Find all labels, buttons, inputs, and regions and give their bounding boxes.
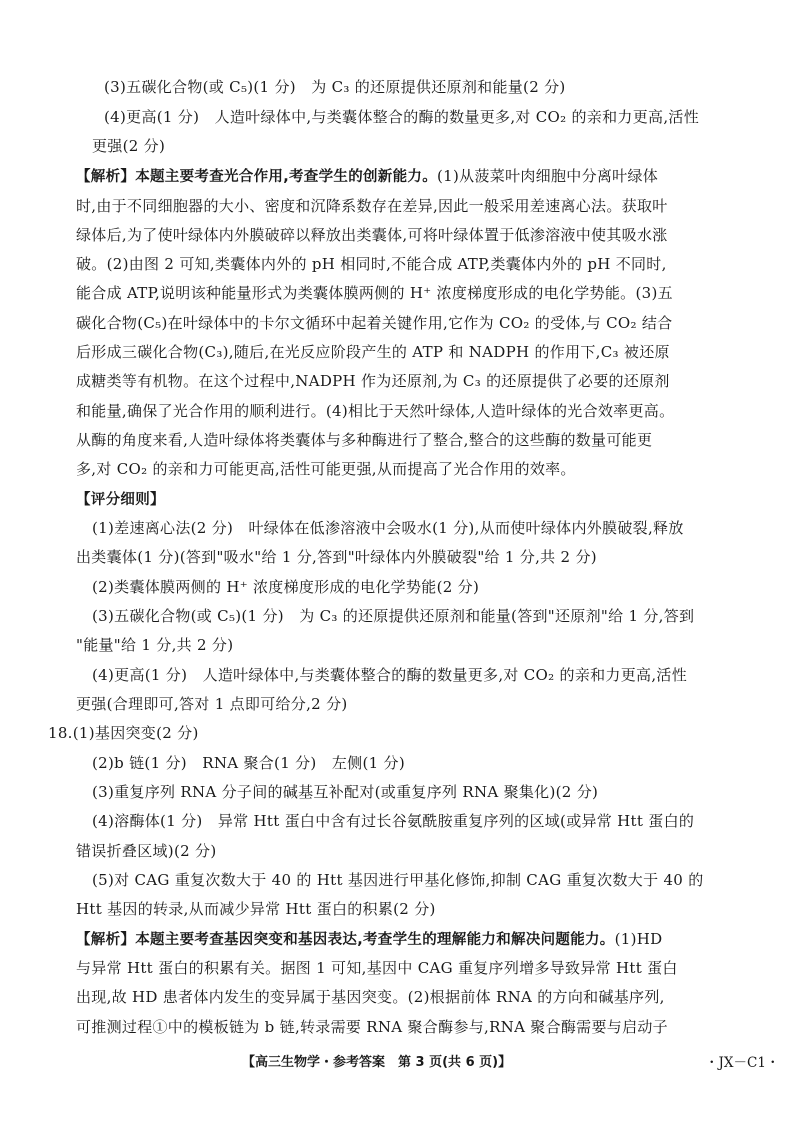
text-segment: 从酶的角度来看,人造叶绿体将类囊体与多种酶进行了整合,整合的这些酶的数量可能更 [76,431,653,449]
text-segment: 碳化合物(C₅)在叶绿体中的卡尔文循环中起着关键作用,它作为 CO₂ 的受体,与 CO₂ 结合 [76,314,673,332]
text-segment: (4)更高(1 分) 人造叶绿体中,与类囊体整合的酶的数量更多,对 CO₂ 的亲和力更高,活性 [92,666,687,684]
text-line [92,870,800,890]
text-segment: 能合成 ATP,说明该种能量形式为类囊体膜两侧的 H⁺ 浓度梯度形成的电化学势能。(3)五 [76,284,673,302]
section-heading: 【解析】本题主要考查光合作用,考查学生的创新能力。 [76,169,438,185]
text-segment: (5)对 CAG 重复次数大于 40 的 Htt 基因进行甲基化修饰,抑制 CAG 重复次数大于 40 的 [92,871,704,889]
text-segment: 18.(1)基因突变(2 分) [48,724,199,742]
text-segment: 可推测过程①中的模板链为 b 链,转录需要 RNA 聚合酶参与,RNA 聚合酶需要与启动子 [76,1018,668,1036]
text-line [48,723,800,743]
text-segment: (1)HD [614,930,663,948]
text-segment: 更强(2 分) [92,137,166,155]
text-line [92,606,800,626]
text-segment: (2)b 链(1 分) RNA 聚合(1 分) 左侧(1 分) [92,754,405,772]
text-line [92,811,800,831]
text-line [92,753,800,773]
text-line [76,342,800,362]
section-heading: 【评分细则】 [76,492,165,508]
text-line [76,489,800,510]
text-line [76,401,800,421]
text-segment: (1)从菠菜叶肉细胞中分离叶绿体 [437,167,659,185]
text-line [92,577,800,597]
text-line [76,166,800,187]
text-line [76,635,800,655]
text-line [76,958,800,978]
text-segment: 时,由于不同细胞器的大小、密度和沉降系数存在差异,因此一般采用差速离心法。获取叶 [76,197,668,215]
text-line [76,1017,800,1037]
text-segment: (4)更高(1 分) 人造叶绿体中,与类囊体整合的酶的数量更多,对 CO₂ 的亲和力更高,活性 [104,108,699,126]
text-segment: 出类囊体(1 分)(答到"吸水"给 1 分,答到"叶绿体内外膜破裂"给 1 分,共 2 分) [76,548,597,566]
text-line [76,547,800,567]
text-segment: (3)五碳化合物(或 C₅)(1 分) 为 C₃ 的还原提供还原剂和能量(答到"还原剂"给 1 分,答到 [92,607,695,625]
text-segment: (2)类囊体膜两侧的 H⁺ 浓度梯度形成的电化学势能(2 分) [92,578,480,596]
text-segment: 更强(合理即可,答对 1 点即可给分,2 分) [76,695,348,713]
text-line [92,518,800,538]
text-line [76,283,800,303]
text-line [104,107,800,127]
text-segment: Htt 基因的转录,从而减少异常 Htt 蛋白的积累(2 分) [76,900,436,918]
text-segment: 和能量,确保了光合作用的顺利进行。(4)相比于天然叶绿体,人造叶绿体的光合效率更高。 [76,402,675,420]
text-line [76,899,800,919]
text-line [76,987,800,1007]
text-line [76,929,800,950]
text-line [76,225,800,245]
text-line [76,841,800,861]
text-segment: (3)重复序列 RNA 分子间的碱基互补配对(或重复序列 RNA 聚集化)(2 分) [92,783,599,801]
text-segment: 破。(2)由图 2 可知,类囊体内外的 pH 相同时,不能合成 ATP,类囊体内外的 pH 不同时, [76,255,667,273]
text-line [92,782,800,802]
text-line [76,459,800,479]
text-segment: 后形成三碳化合物(C₃),随后,在光反应阶段产生的 ATP 和 NADPH 的作用下,C₃ 被还原 [76,343,670,361]
page-footer: 【高三生物学・参考答案 第 3 页(共 6 页)】 [242,1055,512,1070]
text-segment: 成糖类等有机物。在这个过程中,NADPH 作为还原剂,为 C₃ 的还原提供了必要的还原剂 [76,372,670,390]
text-segment: (1)差速离心法(2 分) 叶绿体在低渗溶液中会吸水(1 分),从而使叶绿体内外膜破裂,释放 [92,519,684,537]
page-code: ・JX－C1・ [705,1055,780,1071]
text-segment: 多,对 CO₂ 的亲和力可能更高,活性可能更强,从而提高了光合作用的效率。 [76,460,576,478]
section-heading: 【解析】本题主要考查基因突变和基因表达,考查学生的理解能力和解决问题能力。 [76,932,615,948]
text-segment: 错误折叠区域)(2 分) [76,842,217,860]
text-line [76,313,800,333]
text-line [76,371,800,391]
text-line [76,430,800,450]
text-segment: 与异常 Htt 蛋白的积累有关。据图 1 可知,基因中 CAG 重复序列增多导致异常 Htt 蛋白 [76,959,678,977]
text-line [76,694,800,714]
text-line [92,665,800,685]
text-line [76,196,800,216]
text-segment: (4)溶酶体(1 分) 异常 Htt 蛋白中含有过长谷氨酰胺重复序列的区域(或异常 Htt 蛋白的 [92,812,695,830]
text-line [76,254,800,274]
text-line [104,77,800,97]
text-segment: "能量"给 1 分,共 2 分) [76,636,234,654]
text-segment: 绿体后,为了使叶绿体内外膜破碎以释放出类囊体,可将叶绿体置于低渗溶液中使其吸水涨 [76,226,668,244]
text-segment: 出现,故 HD 患者体内发生的变异属于基因突变。(2)根据前体 RNA 的方向和碱基序列, [76,988,665,1006]
text-line [92,136,800,156]
text-segment: (3)五碳化合物(或 C₅)(1 分) 为 C₃ 的还原提供还原剂和能量(2 分) [104,78,566,96]
